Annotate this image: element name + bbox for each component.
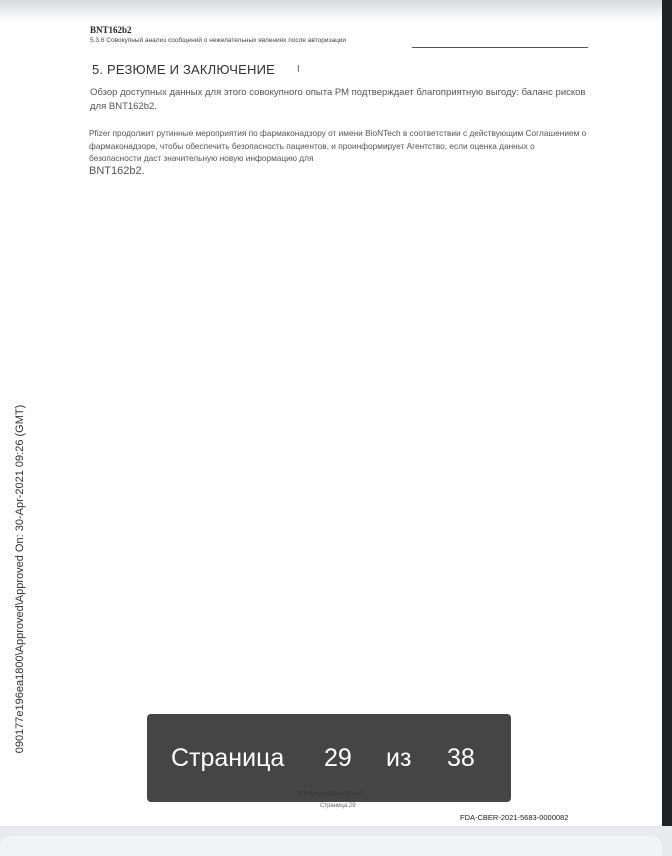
conclusion-paragraph: [89, 127, 589, 177]
page-indicator-toast: [147, 714, 511, 802]
page-indicator-of: из: [386, 744, 412, 772]
document-title: BNT162b2: [90, 25, 132, 35]
approval-stamp: 090177e196ea1800\Approved\Approved On: 30-Apr-2021 09:26 (GMT): [14, 404, 26, 754]
footer-page-number: Страница 29: [320, 803, 356, 809]
text-cursor-icon: I: [297, 64, 300, 75]
page-indicator-current: 29: [324, 744, 352, 772]
section-heading: 5. РЕЗЮМЕ И ЗАКЛЮЧЕНИЕ: [92, 62, 276, 77]
page-indicator-total: 38: [447, 744, 475, 772]
section-reference: 5.3.6 Совокупный анализ сообщений о нежелательных явлениях после авторизации: [90, 37, 347, 44]
top-shade: [0, 0, 662, 22]
footer-document-id: FDA-CBER-2021-5683-0000082: [460, 813, 569, 822]
section-underline: [412, 47, 588, 48]
conclusion-paragraph-text: Pfizer продолжит рутинные мероприятия по фармаконадзору от имени BioNTech в соответствии с действующим Соглашением о фармаконадзоре, чтобы обеспечить безопасность пациентов, и проинформирует Агентство, если оценка данных о безопасности даст значительную новую информацию для: [89, 128, 587, 163]
viewer-right-edge: [662, 0, 672, 826]
page-indicator-label: Страница: [171, 744, 285, 772]
viewer-bottom-bar: [0, 836, 662, 856]
summary-paragraph: Обзор доступных данных для этого совокупного опыта РМ подтверждает благоприятную выгоду: баланс рисков для BNT162b2.: [90, 87, 586, 112]
conclusion-paragraph-tail: BNT162b2.: [89, 164, 145, 177]
